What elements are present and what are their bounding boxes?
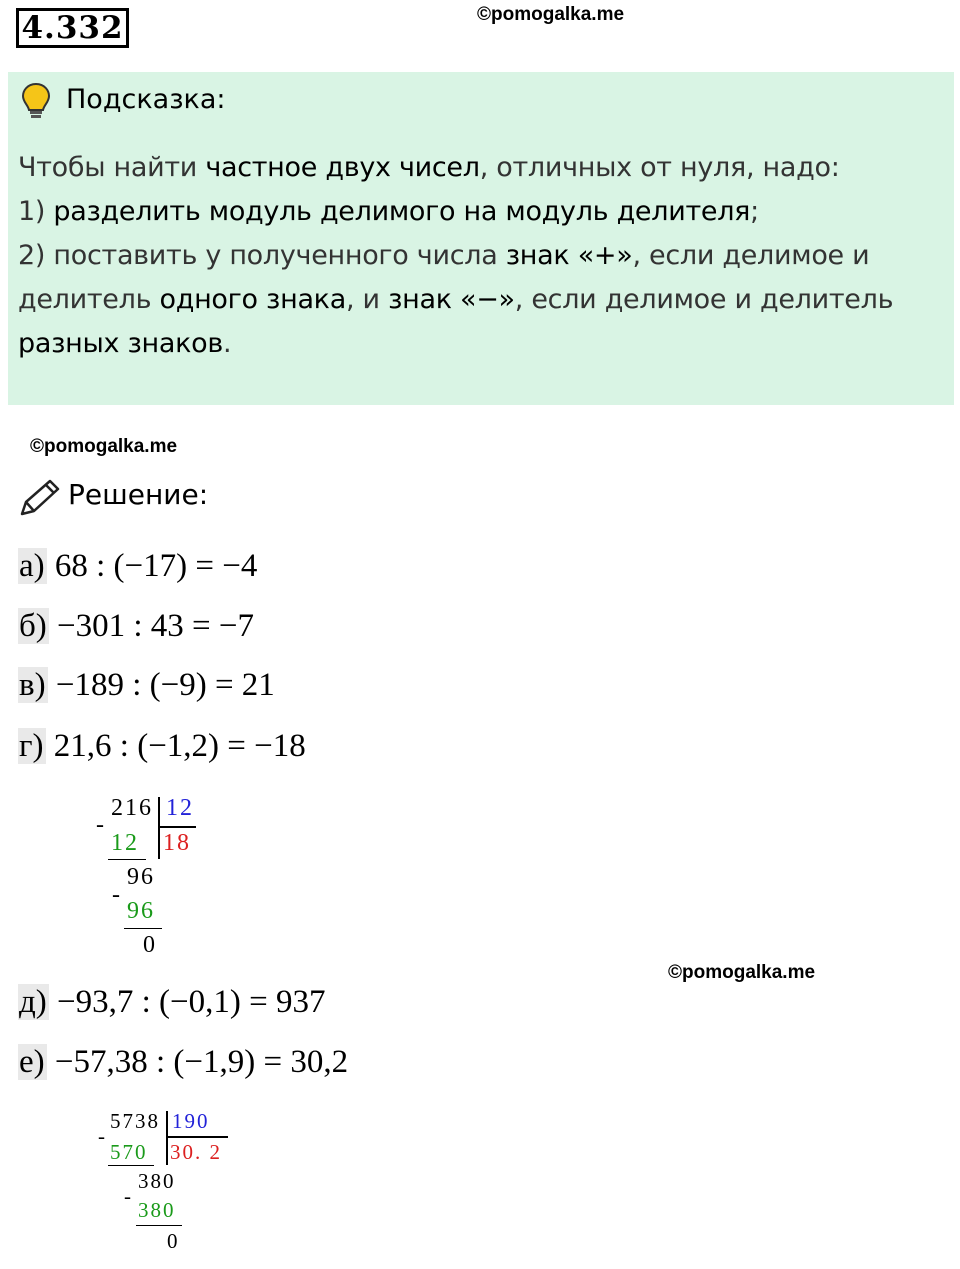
watermark-lower: ©pomogalka.me: [668, 962, 816, 983]
remainder: 0: [143, 932, 157, 958]
remainder: 0: [167, 1229, 180, 1253]
minus-sign: -: [124, 1184, 133, 1208]
watermark-middle: ©pomogalka.me: [30, 436, 178, 457]
watermark-top: ©pomogalka.me: [477, 4, 625, 25]
hint-line-3: 2) поставить у полученного числа знак «+», если делимое и делитель одного знака, и знак «−», если делимое и делитель разных знаков.: [18, 240, 894, 359]
minus-sign: -: [96, 812, 106, 838]
subtrahend: 570: [110, 1140, 148, 1164]
equation-a: а) 68 : (−17) = −4: [19, 548, 258, 584]
divisor: 190: [172, 1109, 210, 1133]
equation-e: е) −57,38 : (−1,9) = 30,2: [19, 1044, 349, 1080]
hint-text: [18, 146, 948, 366]
solution-title: Решение:: [68, 478, 209, 511]
hint-title: Подсказка:: [66, 84, 226, 115]
problem-number: 4.332: [16, 8, 129, 48]
subtrahend: 380: [138, 1198, 176, 1222]
hint-line-2: 1) разделить модуль делимого на модуль делителя;: [18, 196, 759, 227]
subtrahend: 12: [111, 830, 139, 856]
equation-d: д) −93,7 : (−0,1) = 937: [19, 984, 326, 1020]
dividend: 5738: [110, 1109, 160, 1133]
quotient: 30. 2: [170, 1140, 222, 1164]
divisor: 12: [166, 795, 194, 821]
pencil-icon: [18, 478, 62, 518]
minus-sign: -: [112, 882, 122, 908]
subtrahend: 96: [127, 898, 155, 924]
lightbulb-icon: [20, 82, 52, 120]
dividend: 216: [111, 795, 153, 821]
equation-b: б) −301 : 43 = −7: [19, 608, 255, 644]
quotient: 18: [163, 830, 191, 856]
equation-v: в) −189 : (−9) = 21: [19, 667, 275, 703]
equation-g: г) 21,6 : (−1,2) = −18: [19, 728, 306, 764]
hint-line-1: Чтобы найти частное двух чисел, отличных от нуля, надо:: [18, 152, 840, 183]
minus-sign: -: [98, 1124, 107, 1148]
remainder: 96: [127, 864, 155, 890]
remainder: 380: [138, 1169, 176, 1193]
